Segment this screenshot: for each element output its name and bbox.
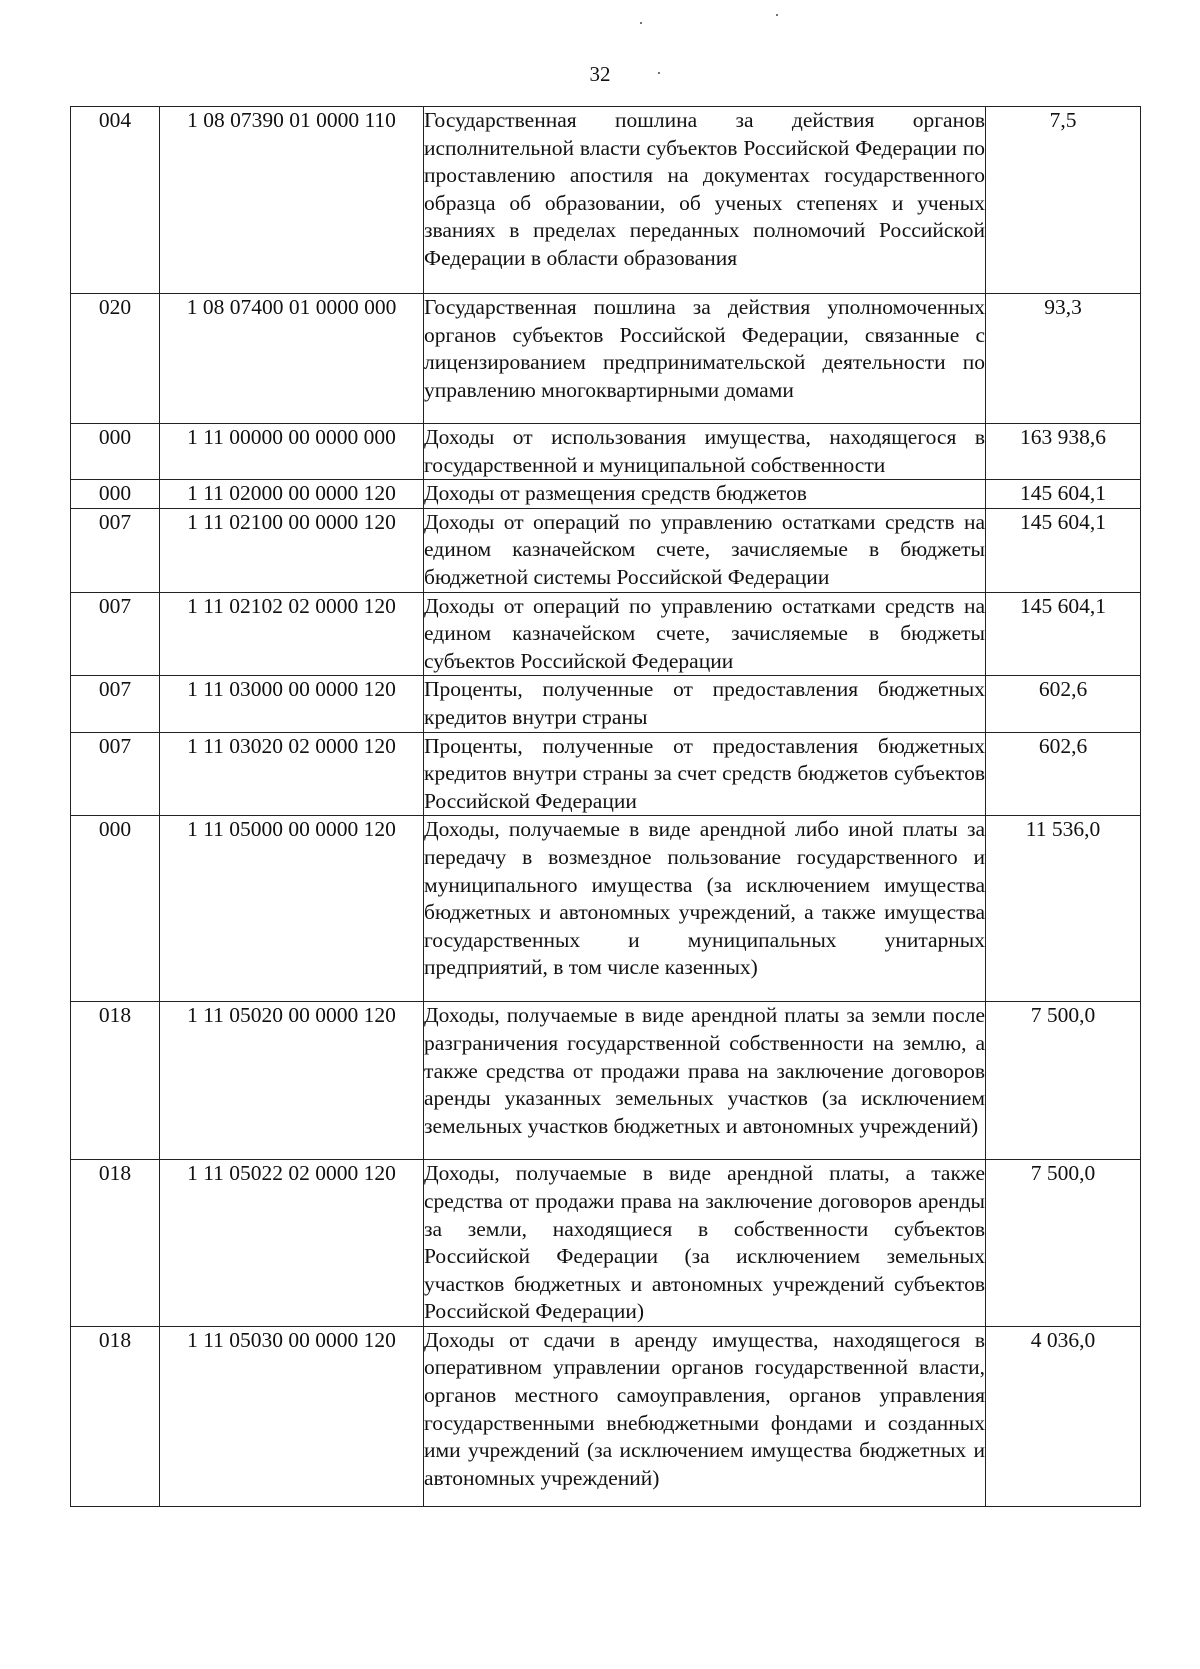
budget-code-cell-text: 1 11 02000 00 0000 120 — [187, 481, 396, 506]
budget-code-cell — [160, 1326, 424, 1506]
amount-cell — [986, 508, 1141, 592]
admin-code-cell-text: 000 — [98, 425, 132, 449]
table-row — [71, 816, 1141, 1002]
budget-code-cell-text: 1 11 02100 00 0000 120 — [187, 509, 396, 534]
admin-code-cell — [71, 107, 160, 294]
description-cell — [424, 816, 986, 1002]
description-cell — [424, 107, 986, 294]
admin-code-cell-text: 007 — [98, 733, 132, 758]
description-cell — [424, 592, 986, 676]
scan-speck — [640, 22, 642, 24]
admin-code-cell — [71, 424, 160, 480]
description-cell-text: Доходы, получаемые в виде арендной платы за земли после разграничения государственной собственности на землю, а также средства от продажи права на заключение договоров аренды указанных земельных участков (за исключением земельных участков бюджетных и автономных учреждений) — [424, 1003, 985, 1138]
budget-code-cell — [160, 676, 424, 732]
amount-cell-text: 602,6 — [1038, 733, 1088, 758]
description-cell — [424, 732, 986, 816]
budget-code-cell-text: 1 11 05030 00 0000 120 — [187, 1327, 396, 1352]
admin-code-cell — [71, 1002, 160, 1160]
budget-code-cell-text: 1 11 03000 00 0000 120 — [187, 677, 396, 702]
description-cell-text: Доходы от операций по управлению остатками средств на едином казначейском счете, зачисляемые в бюджеты бюджетной системы Российской Федерации — [424, 509, 985, 589]
admin-code-cell — [71, 676, 160, 732]
amount-cell — [986, 676, 1141, 732]
scan-speck — [658, 72, 660, 74]
description-cell — [424, 424, 986, 480]
budget-code-cell — [160, 424, 424, 480]
table-row — [71, 1002, 1141, 1160]
admin-code-cell — [71, 592, 160, 676]
admin-code-cell-text: 000 — [98, 817, 132, 842]
budget-code-cell — [160, 592, 424, 676]
admin-code-cell — [71, 1326, 160, 1506]
description-cell — [424, 1160, 986, 1327]
budget-code-cell-text: 1 11 05022 02 0000 120 — [187, 1161, 396, 1186]
description-cell — [424, 508, 986, 592]
amount-cell — [986, 592, 1141, 676]
amount-cell-text: 7 500,0 — [1030, 1003, 1096, 1028]
description-cell-text: Доходы от сдачи в аренду имущества, находящегося в оперативном управлении органов государственной власти, органов местного самоуправления, органов управления государственными внебюджетными фондами и созданных ими учреждений (за исключением имущества бюджетных и автономных учреждений) — [424, 1327, 985, 1490]
amount-cell — [986, 424, 1141, 480]
scan-speck — [776, 14, 778, 16]
admin-code-cell-text: 007 — [98, 509, 132, 534]
description-cell — [424, 1326, 986, 1506]
revenue-table-body — [71, 107, 1141, 1507]
admin-code-cell — [71, 294, 160, 424]
table-row — [71, 1160, 1141, 1327]
description-cell — [424, 1002, 986, 1160]
admin-code-cell-text: 020 — [98, 295, 132, 319]
admin-code-cell-text: 007 — [98, 677, 132, 702]
description-cell-text: Проценты, полученные от предоставления бюджетных кредитов внутри страны — [424, 677, 985, 729]
amount-cell-text: 11 536,0 — [1025, 817, 1101, 842]
amount-cell — [986, 1326, 1141, 1506]
admin-code-cell — [71, 480, 160, 509]
table-row — [71, 294, 1141, 424]
amount-cell — [986, 294, 1141, 424]
table-row — [71, 107, 1141, 294]
admin-code-cell — [71, 816, 160, 1002]
description-cell-text: Доходы, получаемые в виде арендной либо иной платы за передачу в возмездное пользование государственного и муниципального имущества (за исключением имущества бюджетных и автономных учреждений, а также имущества государственных и муниципальных унитарных предприятий, в том числе казенных) — [424, 817, 985, 980]
description-cell-text: Доходы, получаемые в виде арендной платы, а также средства от продажи права на заключение договоров аренды за земли, находящиеся в собственности субъектов Российской Федерации (за исключением земельных участков бюджетных и автономных учреждений субъектов Российской Федерации) — [424, 1161, 985, 1324]
table-row — [71, 424, 1141, 480]
table-row — [71, 508, 1141, 592]
budget-code-cell-text: 1 08 07390 01 0000 110 — [187, 108, 396, 132]
admin-code-cell-text: 018 — [98, 1003, 132, 1028]
admin-code-cell — [71, 508, 160, 592]
budget-code-cell — [160, 480, 424, 509]
table-row — [71, 676, 1141, 732]
admin-code-cell-text: 007 — [98, 593, 132, 618]
budget-code-cell — [160, 1002, 424, 1160]
description-cell-text: Доходы от размещения средств бюджетов — [424, 481, 807, 506]
revenue-table — [70, 106, 1141, 1507]
budget-code-cell — [160, 107, 424, 294]
description-cell-text: Доходы от использования имущества, находящегося в государственной и муниципальной собственности — [424, 425, 985, 477]
table-row — [71, 1326, 1141, 1506]
budget-code-cell — [160, 294, 424, 424]
amount-cell — [986, 732, 1141, 816]
description-cell — [424, 480, 986, 509]
admin-code-cell-text: 018 — [98, 1161, 132, 1186]
amount-cell-text: 7 500,0 — [1030, 1161, 1096, 1186]
amount-cell-text: 163 938,6 — [1020, 425, 1106, 449]
amount-cell — [986, 1160, 1141, 1327]
amount-cell-text: 145 604,1 — [1020, 509, 1106, 534]
admin-code-cell-text: 000 — [98, 481, 132, 506]
amount-cell-text: 93,3 — [1044, 295, 1082, 319]
amount-cell — [986, 107, 1141, 294]
admin-code-cell-text: 018 — [98, 1327, 132, 1352]
description-cell-text: Государственная пошлина за действия уполномоченных органов субъектов Российской Федерации, связанные с лицензированием предпринимательской деятельности по управлению многоквартирными домами — [424, 295, 985, 402]
description-cell — [424, 294, 986, 424]
budget-code-cell-text: 1 08 07400 01 0000 000 — [186, 295, 397, 319]
amount-cell-text: 602,6 — [1038, 677, 1088, 702]
table-row — [71, 732, 1141, 816]
amount-cell — [986, 1002, 1141, 1160]
table-row — [71, 592, 1141, 676]
admin-code-cell — [71, 1160, 160, 1327]
amount-cell-text: 145 604,1 — [1020, 593, 1106, 618]
description-cell-text: Государственная пошлина за действия органов исполнительной власти субъектов Российской Федерации по проставлению апостиля на документах государственного образца об образовании, об ученых степенях и ученых званиях в пределах переданных полномочий Российской Федерации в области образования — [424, 108, 985, 270]
page-number: 32 — [589, 62, 611, 86]
budget-code-cell-text: 1 11 05000 00 0000 120 — [187, 817, 396, 842]
budget-code-cell-text: 1 11 00000 00 0000 000 — [187, 425, 396, 449]
admin-code-cell-text: 004 — [98, 108, 132, 132]
budget-code-cell — [160, 1160, 424, 1327]
budget-code-cell — [160, 732, 424, 816]
admin-code-cell — [71, 732, 160, 816]
amount-cell-text: 7,5 — [1049, 108, 1077, 132]
budget-code-cell — [160, 508, 424, 592]
budget-code-cell-text: 1 11 02102 02 0000 120 — [187, 593, 396, 618]
budget-code-cell-text: 1 11 03020 02 0000 120 — [187, 733, 396, 758]
budget-code-cell-text: 1 11 05020 00 0000 120 — [187, 1003, 396, 1028]
amount-cell — [986, 480, 1141, 509]
amount-cell — [986, 816, 1141, 1002]
description-cell — [424, 676, 986, 732]
amount-cell-text: 145 604,1 — [1020, 481, 1106, 506]
description-cell-text: Проценты, полученные от предоставления бюджетных кредитов внутри страны за счет средств бюджетов субъектов Российской Федерации — [424, 733, 985, 813]
table-row — [71, 480, 1141, 509]
amount-cell-text: 4 036,0 — [1030, 1327, 1096, 1352]
description-cell-text: Доходы от операций по управлению остатками средств на едином казначейском счете, зачисляемые в бюджеты субъектов Российской Федерации — [424, 593, 985, 673]
budget-code-cell — [160, 816, 424, 1002]
